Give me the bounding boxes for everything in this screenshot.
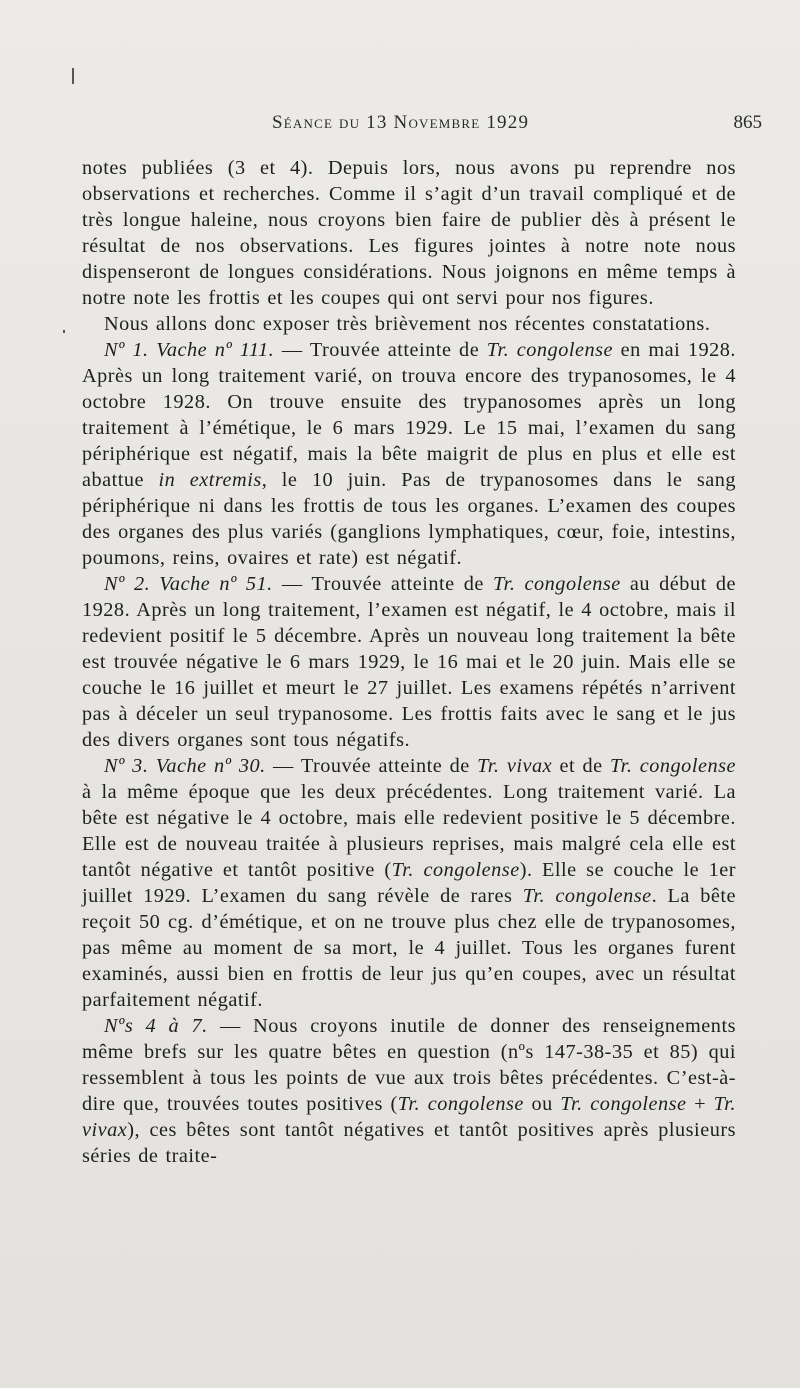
species-name: Tr. vivax [477,755,553,777]
text-segment: à la même époque que les deux précédentes. Long traitement varié. La bête est négative le 4 octobre, mais elle redevient positive le 5 décembre. Elle est de nouveau traitée à plusieurs reprises, mais malgré cela elle est tantôt négative et tantôt positive ( [82,781,736,881]
paragraph-text: Nous allons donc exposer très brièvement nos récentes constatations. [104,313,711,335]
species-name: Tr. congolense [391,859,520,881]
text-segment: — Trouvée atteinte de [272,573,494,595]
paragraph-cases-4-7 [82,1013,736,1169]
text-segment: — Trouvée atteinte de [265,755,478,777]
species-name: Tr. congolense [486,339,613,361]
species-name: Tr. congolense [560,1093,687,1115]
species-name: Tr. congolense [397,1093,524,1115]
page-number: 865 [733,112,762,133]
paragraph-intro [82,155,736,311]
species-name: Tr. vivax [82,1093,736,1141]
text-segment: et de [552,755,611,777]
paragraph-text: notes publiées (3 et 4). Depuis lors, nous avons pu reprendre nos observations et recherches. Comme il s’agit d’un travail compliqué et de très longue haleine, nous croyons bien faire de publier dès à présent le résultat de nos observations. Les figures jointes à notre note nous dispenseront de longues considérations. Nous joignons en même temps à notre note les frottis et les coupes qui ont servi pour nos figures. [82,157,736,309]
case-heading: Nºs 4 à 7. [104,1015,208,1037]
text-segment: , le 10 juin. Pas de trypanosomes dans le sang périphérique ni dans les frottis de tous les organes. L’examen des coupes des organes des plus variés (ganglions lymphatiques, cœur, foie, intestins, poumons, reins, ovaires et rate) est négatif. [82,469,736,569]
species-name: Tr. congolense [610,755,736,777]
latin-phrase: in extremis [158,469,262,491]
paragraph-case-1 [82,337,736,571]
text-segment: — Trouvée atteinte de [274,339,487,361]
margin-speck [63,330,65,333]
paragraph-case-2 [82,571,736,753]
case-heading: Nº 3. Vache nº 30. [104,755,266,777]
species-name: Tr. congolense [493,573,621,595]
body-text [82,155,736,1169]
page-header [82,112,794,142]
text-segment: — Nous croyons inutile de donner des renseignements même brefs sur les quatre bêtes en question (nºs 147-38-35 et 85) qui ressemblent à tous les points de vue aux trois bêtes précédentes. C’est-à-dire que, trouvées toutes positives ( [82,1015,736,1115]
text-segment: . La bête reçoit 50 cg. d’émétique, et on ne trouve plus chez elle de trypanosomes, pas même au moment de sa mort, le 4 juillet. Tous les organes furent examinés, aussi bien en frottis de leur jus qu’en coupes, avec un résultat parfaitement négatif. [82,885,736,1011]
paragraph-summary [82,311,736,337]
case-heading: Nº 2. Vache nº 51. [104,573,273,595]
text-segment: en mai 1928. Après un long traitement varié, on trouva encore des trypanosomes, le 4 octobre 1928. On trouve ensuite des trypanosomes après un long traitement à l’émétique, le 6 mars 1929. Le 15 mai, l’examen du sang périphérique est négatif, mais la bête maigrit de plus en plus et elle est abattue [82,339,736,491]
case-heading: Nº 1. Vache nº 111. [104,339,275,361]
species-name: Tr. congolense [522,885,652,907]
margin-speck [72,68,74,84]
text-segment: au début de 1928. Après un long traitement, l’examen est négatif, le 4 octobre, mais il redevient positif le 5 décembre. Après un nouveau long traitement la bête est trouvée négative le 6 mars 1929, le 16 mai et le 20 juin. Mais elle se couche le 16 juillet et meurt le 27 juillet. Les examens répétés n’arrivent pas à déceler un seul trypanosome. Les frottis faits avec le sang et le jus des divers organes sont tous négatifs. [82,573,737,751]
paragraph-case-3 [82,753,736,1013]
running-title: Séance du 13 Novembre 1929 [272,112,530,133]
text-segment: ), ces bêtes sont tantôt négatives et tantôt positives après plusieurs séries de traite- [82,1119,736,1167]
text-segment: ou [523,1093,561,1115]
text-segment: + [686,1093,714,1115]
text-segment: ). Elle se couche le 1er juillet 1929. L’examen du sang révèle de rares [82,859,736,907]
